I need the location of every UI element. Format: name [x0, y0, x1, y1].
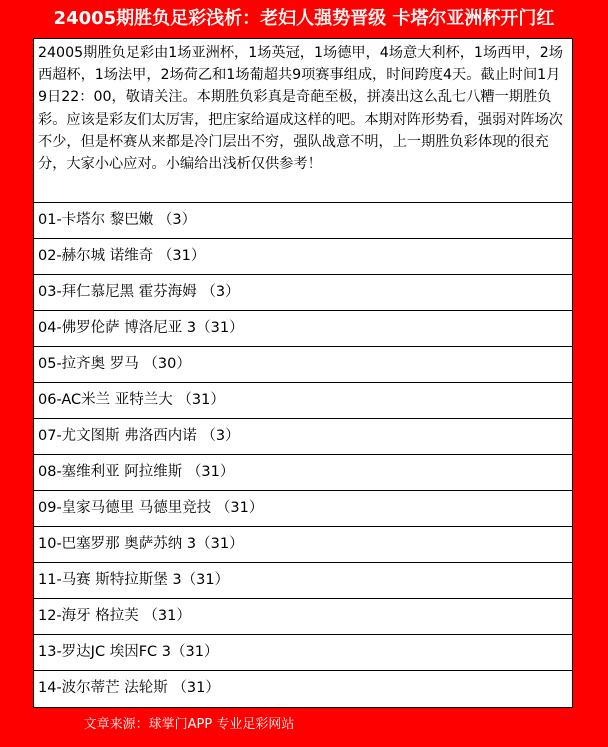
content-table [33, 38, 573, 708]
match-row: 06-AC米兰 亚特兰大 （31） [34, 383, 572, 419]
match-row: 03-拜仁慕尼黑 霍芬海姆 （3） [34, 275, 572, 311]
match-row: 01-卡塔尔 黎巴嫩 （3） [34, 203, 572, 239]
match-row: 14-波尔蒂芒 法轮斯 （31） [38, 680, 220, 696]
source-footer: 文章来源：球掌门APP 专业足彩网站 [83, 717, 295, 732]
match-row: 12-海牙 格拉芙 （31） [34, 599, 572, 635]
match-row: 08-塞维利亚 阿拉维斯 （31） [34, 455, 572, 491]
match-row: 10-巴塞罗那 奥萨苏纳 3（31） [34, 527, 572, 563]
match-row: 11-马赛 斯特拉斯堡 3（31） [34, 563, 572, 599]
page-title: 24005期胜负足彩浅析：老妇人强势晋级 卡塔尔亚洲杯开门红 [53, 8, 555, 29]
match-row: 05-拉齐奥 罗马 （30） [34, 347, 572, 383]
intro-paragraph: 24005期胜负足彩由1场亚洲杯，1场英冠，1场德甲，4场意大利杯，1场西甲，2场西超杯，1场法甲，2场荷乙和1场葡超共9项赛事组成，时间跨度4天。截止时间1月9日22：00，敬请关注。本期胜负彩真是奇葩至极，拼凑出这么乱七八糟一期胜负彩。应该是彩友们太厉害，把庄家给逼成这样的吧。本期对阵形势看，强弱对阵场次不少，但是杯赛从来都是冷门层出不穷，强队战意不明，上一期胜负彩体现的很充分，大家小心应对。小编给出浅析仅供参考！ [34, 39, 572, 203]
match-row: 02-赫尔城 诺维奇 （31） [34, 239, 572, 275]
match-row: 13-罗达JC 埃因FC 3（31） [34, 635, 572, 671]
match-row: 09-皇家马德里 马德里竞技 （31） [34, 491, 572, 527]
match-row: 04-佛罗伦萨 博洛尼亚 3（31） [34, 311, 572, 347]
match-row: 07-尤文图斯 弗洛西内诺 （3） [34, 419, 572, 455]
